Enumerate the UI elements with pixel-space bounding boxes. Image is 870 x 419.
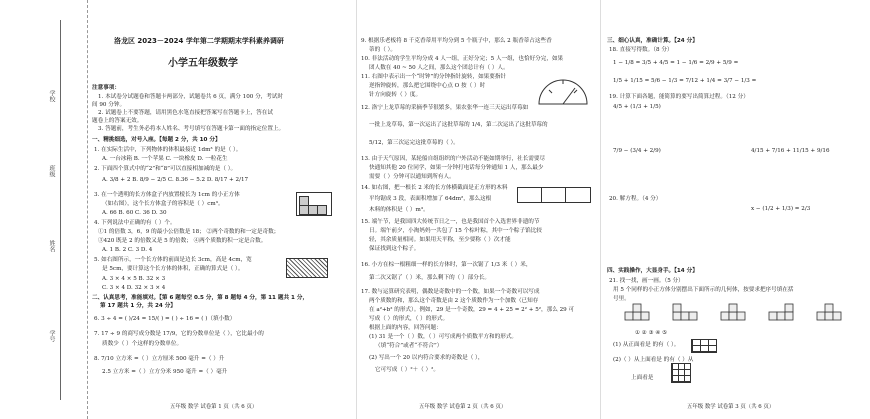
q21: 21. 找一找，画一画。（5 分） [609, 278, 684, 284]
q5-options: A. 3 × 4 × 5 B. 32 × 3 [102, 276, 166, 282]
q18-row-2: 1/5 + 1/15 = 5/6 − 1/3 = 7/12 + 1/4 = 3/7 − 1/3 = [613, 78, 757, 84]
q21-line2: 用 5 个同样的小正方体分别摆出下面所示的几何体，按要求把序号填在括 [613, 287, 794, 293]
q17-line7: （填“符合”或者“不符合”） [375, 343, 443, 349]
binding-label-school: 学校 [48, 90, 55, 102]
q4: 4. 下列说法中正确的有（ ）个。 [94, 220, 176, 226]
note-line-4: 题卷上的答案无效。 [92, 118, 143, 124]
q21-part-1: (1) 从正面看是 的有（ ）。 [613, 342, 680, 348]
q18: 18. 直接写得数。（8 分） [609, 47, 673, 53]
q17-line4: 写成（ ）的形式，（ ）的形式。 [369, 316, 449, 322]
q14-line3: 木料的体积是（ ）m³。 [369, 207, 429, 213]
q21-figure-labels: ① ② ③ ④ ⑤ [635, 330, 668, 336]
page-2-footer: 五年级 数学 试卷第 2 页（共 6 页） [419, 404, 507, 410]
q17-line3: 在 a²+b² 的形式）。例如，29 是一个奇数，29 = 4 + 25 = 2² + 5²，那么 29 可 [369, 307, 575, 313]
view-grid-1 [691, 339, 717, 353]
q21-line3: 号里。 [613, 296, 630, 302]
q9: 9. 根据乐老板将 8 千克香蒂用平均分到 5 个瓶子中，那么 2 瓶香蒂占这些香 [361, 38, 552, 44]
q3-line2: （如右图），这个长方体盒子的容积是（ ）cm³。 [102, 201, 224, 207]
q6: 6. 3 ÷ 4 = ( )/24 = 15/( ) = ( ) ÷ 16 = ( )（填小数） [94, 316, 236, 322]
note-line-5: 3. 答题前，考生务必将本人姓名、考号填写在答题卡第一面的指定位置上。 [98, 126, 285, 132]
page-1-footer: 五年级 数学 试卷第 1 页（共 6 页） [170, 404, 258, 410]
clock-dial-figure [535, 76, 591, 106]
q17-line2: 两个质数的和，那么这个奇数是由 2 这个质数作为一个加数（已知存 [369, 298, 539, 304]
q9-line2: 蒂的（ ）。 [369, 47, 396, 53]
q15-line4: 保证找到这个粽子。 [369, 246, 420, 252]
q14-line2: 平均锯成 3 段，表面积增加了 64dm²，那么这根 [369, 196, 492, 202]
binding-label-name: 姓名 [48, 240, 55, 252]
exam-title: 小学五年级数学 [168, 58, 238, 69]
timber-figure [517, 187, 591, 203]
q21-part-2b: 上面看是 [631, 375, 654, 381]
note-line-1: 1. 本试卷分试题卷和答题卡两部分，试题卷共 6 页，满分 100 分，考试时 [98, 94, 284, 100]
q17-line5: 根据上面的内容，回答问题： [369, 325, 442, 331]
q11: 11. 右图中表示出一个“时钟”的分钟指针旋转，如果要指针 [361, 74, 507, 80]
q5: 5. 如右图所示，一个长方体的前面是边长 3cm，高是 4cm，宽 [94, 257, 252, 263]
q4-statement-a: ①1 的倍数 3，6，9 的最小公倍数是 18； ②两个奇数的和一定是奇数； [98, 229, 280, 235]
section-2-title: 二、认真思考，准能填对。【第 6 题每空 0.5 分，第 8 题每 4 分，第 11 题共 1 分， [92, 295, 309, 301]
binding-strip [0, 0, 88, 419]
q19-a: 4/5 + (1/3 + 1/5) [613, 104, 661, 110]
q21-part-2: (2)（ ）从上面看是 的有（ ）从 [613, 357, 694, 363]
section-4-title: 四、实践操作，大显身手。【14 分】 [607, 268, 698, 274]
binding-label-class: 班级 [48, 165, 55, 177]
note-line-2: 间 90 分钟。 [92, 102, 126, 108]
q5-options-2: C. 3 × 4 D. 32 × 3 × 4 [102, 285, 166, 291]
notes-title: 注意事项： [92, 85, 120, 91]
page-3 [600, 0, 868, 419]
q4-options: A. 1 B. 2 C. 3 D. 4 [102, 247, 153, 253]
q14: 14. 如右图，把一根长 2 米的长方体横截面是正方形的木料 [361, 185, 508, 191]
section-3-title: 三、细心认真，准确计算。【24 分】 [607, 38, 698, 44]
page-1 [90, 0, 352, 419]
q13-line2: 快通知其他 20 位同学，如果一分钟打电话每分钟通知 1 人，那么最少 [369, 165, 544, 171]
q10: 10. 非法活动的学生平均分成 4 人一组，正好分完；5 人一组，也恰好分完，如果 [361, 56, 564, 62]
q3-box-figure [296, 192, 332, 216]
q1: 1. 在实际生活中，下列物体的体积最接近 1dm³ 的是（ ）。 [94, 147, 242, 153]
q15: 15. 端午节，是我国四大传统节日之一，也是我国首个入选世界非遗的节 [361, 219, 540, 225]
q17-line9: 它可写成（ ）²＋（ ）²。 [375, 367, 439, 373]
q20: 20. 解方程。（4 分） [609, 196, 662, 202]
section-1-title: 一、精挑细选，对号入座。【每题 2 分，共 10 分】 [92, 137, 221, 143]
q17-line6: (1) 31 是一个（ ）数，（ ）可写成两个质数平方和的形式。 [369, 334, 518, 340]
q19-c: 4/15 + 7/16 + 11/15 + 9/16 [751, 148, 830, 154]
q12-line3: 5/12，第三次运完这批草莓的（ ）。 [369, 140, 459, 146]
q13: 13. 由于天气原因，某轮船自组组织的户外活动不能如期举行，社长需要尽 [361, 156, 546, 162]
q11-line2: 逆指钟旋转，那么把它围绕中心点 O 按（ ）时 [369, 83, 486, 89]
q8: 8. 7/10 立方米 =（ ）立方厘米 500 毫升 =（ ）升 [94, 356, 225, 362]
q11-line3: 针方向旋转（ ）度。 [369, 92, 422, 98]
q3: 3. 在一个透明的长方体盒子内放置棱长为 1cm 的小正方体 [94, 192, 240, 198]
q8-line2: 2.5 立方米 =（ ）立方分米 950 毫升 =（ ）毫升 [102, 369, 228, 375]
q16-line2: 第二次又锯了（ ）米，那么剩下的（ ）部分长。 [369, 275, 491, 281]
binding-label-id: 学号 [48, 330, 55, 342]
q19-b: 7/9 − (3/4 + 2/9) [613, 148, 661, 154]
q18-row-1: 1 − 1/8 = 3/5 + 4/5 = 1 − 1/6 = 2/9 + 5/9 = [613, 60, 739, 66]
page-2 [356, 0, 596, 419]
exam-heading: 洛龙区 2023－2024 学年第二学期期末学科素养调研 [114, 37, 284, 45]
q13-line3: 需要（ ）分钟可以通知到所有人。 [369, 174, 455, 180]
q2: 2. 下面四个算式中的“2”和“8”可以直接相加减的是（ ）。 [94, 166, 237, 172]
q3-options: A. 66 B. 60 C. 36 D. 30 [102, 210, 167, 216]
cube-figures [621, 300, 851, 330]
q1-options: A. 一台冰箱 B. 一个苹果 C. 一块橡皮 D. 一粒花生 [102, 156, 228, 162]
q12-line2: 一批上龙草莓，第一次运出了这批草莓的 1/4，第二次运出了这批草莓的 [369, 122, 548, 128]
q17-line8: (2) 写出一个 20 以内符合要求的奇数是（ ）， [369, 355, 484, 361]
q2-options: A. 3/8 + 2 B. 8/9 − 2/5 C. 8.36 − 5.2 D. 8/17 + 2/17 [102, 177, 249, 183]
page-3-footer: 五年级 数学 试卷第 3 页（共 6 页） [687, 404, 775, 410]
view-grid-2 [671, 363, 691, 383]
q17: 17. 数与运算研究表明，偶数是奇数中的一个数，如果一个奇数可以写成 [361, 289, 540, 295]
q15-line2: 日。端午前夕，小淘妈妈一共包了 15 个棕叶粽，其中一个粽子馅比较 [369, 228, 542, 234]
q4-statement-b: ③420 既是 2 的倍数又是 5 的倍数； ④两个质数的积一定是合数。 [98, 238, 267, 244]
note-line-3: 2. 试题卷上不要答题，请用黑色水笔直接把答案写在答题卡上，答在试 [98, 110, 273, 116]
q20-a: x − (1/2 + 1/3) = 2/3 [751, 206, 811, 212]
q7-line2: 质数少（ ）个这样的分数单位。 [102, 341, 183, 347]
q16: 16. 小方在棕一根粗细一样的长方体时，第一次锯了 1/3 米（ ）米， [361, 262, 532, 268]
q15-line3: 轻，其余质量相同。如果用天平称，至少要称（ ）次才能 [369, 237, 511, 243]
q10-line2: 团人数在 40 ~ 50 人之间，那么这个团总计有（ ）人。 [369, 65, 509, 71]
q12: 12. 洛宁上龙草莓的采摘季节很繁多，果农张华一连三天运出草莓如 [361, 105, 529, 111]
q19: 19. 计算下面各题，能简算的要写出简算过程。（12 分） [609, 94, 749, 100]
q5-line2: 是 5cm，要计算这个长方体的体积，正确的算式是（ ）。 [102, 266, 244, 272]
binding-line [60, 20, 61, 400]
q7: 7. 17 ÷ 9 的商写成分数是 17/9，它的分数单位是（ ），它比最小的 [94, 331, 264, 337]
q5-cuboid-figure [286, 258, 328, 278]
section-2-title-2: 第 17 题共 1 分，共 24 分】 [100, 303, 176, 309]
